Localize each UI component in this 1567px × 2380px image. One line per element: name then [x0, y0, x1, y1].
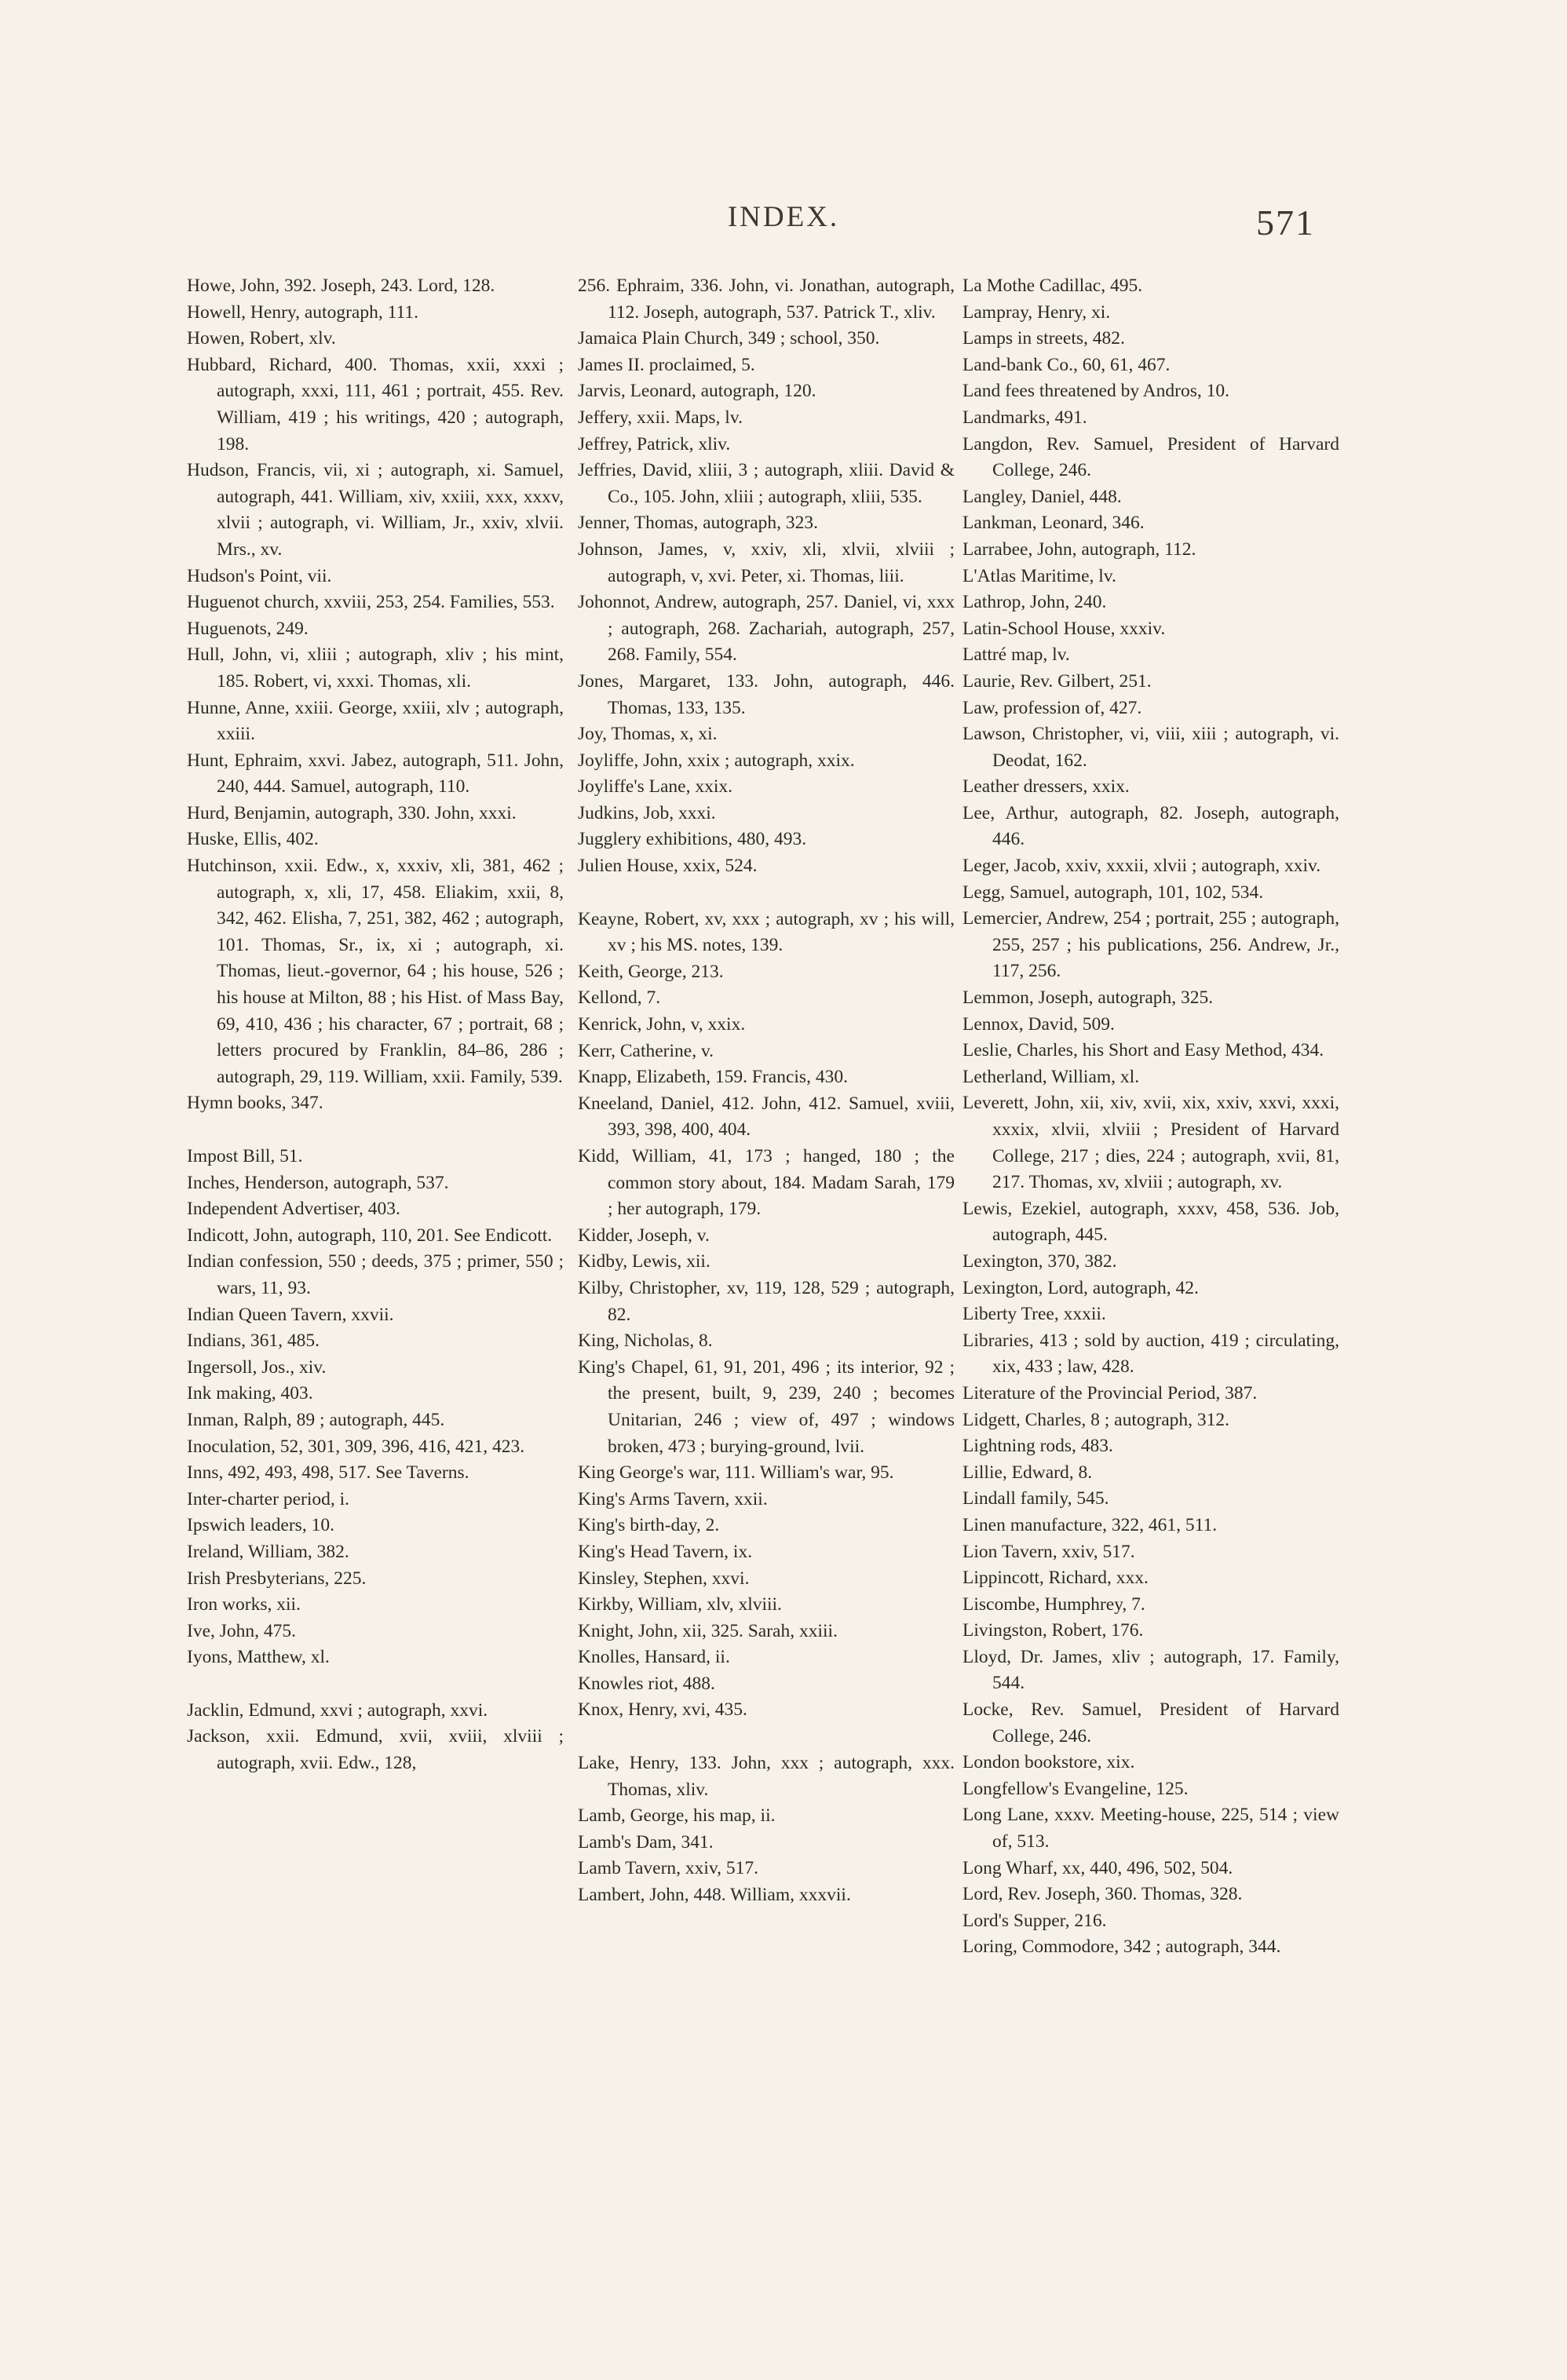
- index-entry: Loring, Commodore, 342 ; autograph, 344.: [962, 1936, 1281, 1958]
- index-entry: Landmarks, 491.: [962, 407, 1087, 428]
- index-entry: Howe, John, 392. Joseph, 243. Lord, 128.: [187, 276, 495, 296]
- index-entry: Jackson, xxii. Edmund, xvii, xviii, xlviii ; autograph, xvii. Edw., 128,: [187, 1726, 564, 1774]
- index-entry: Inoculation, 52, 301, 309, 396, 416, 421, 423.: [187, 1436, 525, 1457]
- index-entry: King's Chapel, 61, 91, 201, 496 ; its interior, 92 ; the present, built, 9, 239, 240 ; becomes Unitarian, 246 ; view of, 497 ; windows broken, 473 ; burying-ground, lvii.: [578, 1356, 955, 1457]
- index-entry: Lord, Rev. Joseph, 360. Thomas, 328.: [962, 1884, 1243, 1905]
- index-entry: Knight, John, xii, 325. Sarah, xxiii.: [578, 1620, 838, 1641]
- index-entry: Lambert, John, 448. William, xxxvii.: [578, 1885, 851, 1906]
- index-entry: Lattré map, lv.: [962, 644, 1070, 666]
- index-entry: Hudson's Point, vii.: [187, 565, 332, 586]
- index-entry: Kidd, William, 41, 173 ; hanged, 180 ; the common story about, 184. Madam Sarah, 179 ; her autograph, 179.: [578, 1146, 955, 1220]
- index-entry: Lion Tavern, xxiv, 517.: [962, 1541, 1135, 1562]
- index-entry: King's Arms Tavern, xxii.: [578, 1488, 768, 1509]
- page-title: INDEX.: [727, 201, 840, 233]
- index-entry: Lawson, Christopher, vi, viii, xiii ; autograph, vi. Deodat, 162.: [962, 724, 1339, 771]
- index-entry: Lippincott, Richard, xxx.: [962, 1568, 1149, 1589]
- index-entry: Independent Advertiser, 403.: [187, 1199, 400, 1220]
- index-entry: Joyliffe's Lane, xxix.: [578, 776, 732, 798]
- index-entry: London bookstore, xix.: [962, 1752, 1135, 1773]
- index-entry: Hull, John, vi, xliii ; autograph, xliv ; his mint, 185. Robert, vi, xxxi. Thomas, xli.: [187, 644, 564, 692]
- index-entry: Hubbard, Richard, 400. Thomas, xxii, xxxi ; autograph, xxxi, 111, 461 ; portrait, 455. Rev. William, 419 ; his writings, 420 ; autograph, 198.: [187, 354, 564, 454]
- index-entry: Hunne, Anne, xxiii. George, xxiii, xlv ; autograph, xxiii.: [187, 697, 564, 745]
- index-entry: Judkins, Job, xxxi.: [578, 802, 716, 823]
- index-entry: Lake, Henry, 133. John, xxx ; autograph, xxx. Thomas, xliv.: [578, 1753, 955, 1800]
- index-entry: James II. proclaimed, 5.: [578, 354, 755, 375]
- index-entry: Julien House, xxix, 524.: [578, 856, 758, 877]
- index-entry: Kidby, Lewis, xii.: [578, 1251, 710, 1272]
- index-entry: Jugglery exhibitions, 480, 493.: [578, 829, 807, 850]
- index-entry: Lemercier, Andrew, 254 ; portrait, 255 ; autograph, 255, 257 ; his publications, 256. Andrew, Jr., 117, 256.: [962, 908, 1339, 982]
- index-entry: Lord's Supper, 216.: [962, 1910, 1107, 1931]
- index-entry: Lillie, Edward, 8.: [962, 1462, 1093, 1483]
- index-entry: Literature of the Provincial Period, 387.: [962, 1382, 1258, 1404]
- index-entry: Livingston, Robert, 176.: [962, 1620, 1144, 1641]
- index-column-3: [962, 273, 1339, 1961]
- index-entry: Lamps in streets, 482.: [962, 328, 1125, 349]
- index-entry: Joyliffe, John, xxix ; autograph, xxix.: [578, 750, 855, 771]
- index-entry: Langley, Daniel, 448.: [962, 486, 1122, 507]
- index-entry: King's birth-day, 2.: [578, 1515, 720, 1536]
- index-entry: Lankman, Leonard, 346.: [962, 513, 1145, 534]
- index-entry: L'Atlas Maritime, lv.: [962, 565, 1116, 586]
- index-entry: Lampray, Henry, xi.: [962, 301, 1111, 323]
- index-entry: La Mothe Cadillac, 495.: [962, 276, 1143, 296]
- index-entry: Liscombe, Humphrey, 7.: [962, 1593, 1145, 1615]
- index-entry: Inter-charter period, i.: [187, 1488, 350, 1509]
- index-entry: Lloyd, Dr. James, xliv ; autograph, 17. Family, 544.: [962, 1646, 1339, 1694]
- index-entry: Leverett, John, xii, xiv, xvii, xix, xxiv, xxvi, xxxi, xxxix, xlvii, xlviii ; President of Harvard College, 217 ; dies, 224 ; autograph, xvii, 81, 217. Thomas, xv, xlviii ; autograph, xv.: [962, 1093, 1339, 1193]
- index-entry: Indicott, John, autograph, 110, 201. See Endicott.: [187, 1225, 553, 1246]
- index-entry: Kirkby, William, xlv, xlviii.: [578, 1594, 782, 1615]
- index-column-2: [578, 273, 955, 1909]
- index-entry: Kinsley, Stephen, xxvi.: [578, 1568, 750, 1589]
- index-entry: Hurd, Benjamin, autograph, 330. John, xxxi.: [187, 802, 517, 823]
- index-entry: Impost Bill, 51.: [187, 1146, 303, 1166]
- index-entry: Inns, 492, 493, 498, 517. See Taverns.: [187, 1462, 469, 1484]
- index-entry: Ipswich leaders, 10.: [187, 1515, 334, 1536]
- index-entry: Lennox, David, 509.: [962, 1013, 1115, 1035]
- index-entry: Indians, 361, 485.: [187, 1331, 320, 1352]
- index-entry: Kenrick, John, v, xxix.: [578, 1014, 746, 1035]
- index-entry: Knolles, Hansard, ii.: [578, 1647, 730, 1668]
- index-entry: Huguenots, 249.: [187, 618, 309, 639]
- index-entry: Jeffries, David, xliii, 3 ; autograph, xliii. David & Co., 105. John, xliii ; autograph, xliii, 535.: [578, 460, 955, 507]
- index-entry: Ireland, William, 382.: [187, 1541, 349, 1562]
- index-entry: Lathrop, John, 240.: [962, 592, 1107, 613]
- index-entry: Larrabee, John, autograph, 112.: [962, 538, 1196, 560]
- index-entry: Long Wharf, xx, 440, 496, 502, 504.: [962, 1857, 1233, 1878]
- index-entry: Hunt, Ephraim, xxvi. Jabez, autograph, 511. John, 240, 444. Samuel, autograph, 110.: [187, 750, 564, 798]
- index-entry: 256. Ephraim, 336. John, vi. Jonathan, autograph, 112. Joseph, autograph, 537. Patrick T., xliv.: [578, 276, 955, 323]
- index-entry: Knox, Henry, xvi, 435.: [578, 1699, 747, 1721]
- index-entry: King, Nicholas, 8.: [578, 1331, 713, 1352]
- page-header: [0, 200, 1567, 263]
- index-entry: Hutchinson, xxii. Edw., x, xxxiv, xli, 381, 462 ; autograph, x, xli, 17, 458. Eliakim, xxii, 8, 342, 462. Elisha, 7, 251, 382, 462 ; autograph, 101. Thomas, Sr., ix, xi ; autograph, xi. Thomas, lieut.-governor, 64 ; his house, 526 ; his house at Milton, 88 ; his Hist. of Mass Bay, 69, 410, 436 ; his character, 67 ; portrait, 68 ; letters procured by Franklin, 84–86, 286 ; autograph, 29, 119. William, xxii. Family, 539.: [187, 856, 564, 1087]
- index-entry: Leger, Jacob, xxiv, xxxii, xlvii ; autograph, xxiv.: [962, 856, 1321, 877]
- index-entry: Lexington, Lord, autograph, 42.: [962, 1277, 1199, 1298]
- index-entry: Lightning rods, 483.: [962, 1436, 1113, 1457]
- index-entry: Lexington, 370, 382.: [962, 1250, 1117, 1272]
- index-entry: Lamb's Dam, 341.: [578, 1831, 714, 1853]
- index-entry: Lee, Arthur, autograph, 82. Joseph, autograph, 446.: [962, 802, 1339, 850]
- index-entry: Keayne, Robert, xv, xxx ; autograph, xv ; his will, xv ; his MS. notes, 139.: [578, 908, 955, 956]
- index-entry: Lidgett, Charles, 8 ; autograph, 312.: [962, 1409, 1230, 1430]
- index-entry: Jeffery, xxii. Maps, lv.: [578, 407, 743, 428]
- index-entry: Joy, Thomas, x, xi.: [578, 724, 718, 745]
- index-entry: Linen manufacture, 322, 461, 511.: [962, 1514, 1218, 1535]
- index-entry: Locke, Rev. Samuel, President of Harvard College, 246.: [962, 1699, 1339, 1747]
- index-entry: Legg, Samuel, autograph, 101, 102, 534.: [962, 882, 1264, 903]
- index-entry: Jenner, Thomas, autograph, 323.: [578, 513, 819, 534]
- index-entry: Law, profession of, 427.: [962, 697, 1142, 718]
- index-entry: Long Lane, xxxv. Meeting-house, 225, 514 ; view of, 513.: [962, 1805, 1339, 1853]
- index-entry: Latin-School House, xxxiv.: [962, 618, 1166, 639]
- index-entry: Liberty Tree, xxxii.: [962, 1304, 1106, 1325]
- index-entry: Lindall family, 545.: [962, 1488, 1109, 1509]
- index-entry: Jarvis, Leonard, autograph, 120.: [578, 381, 816, 402]
- index-entry: Lemmon, Joseph, autograph, 325.: [962, 987, 1214, 1009]
- index-entry: Ingersoll, Jos., xiv.: [187, 1356, 327, 1378]
- index-entry: Irish Presbyterians, 225.: [187, 1568, 367, 1589]
- index-entry: Jamaica Plain Church, 349 ; school, 350.: [578, 328, 880, 349]
- index-entry: Hudson, Francis, vii, xi ; autograph, xi. Samuel, autograph, 441. William, xiv, xxiii, xxx, xxxv, xlvii ; autograph, vi. William, Jr., xxiv, xlvii. Mrs., xv.: [187, 460, 564, 560]
- index-entry: Lamb, George, his map, ii.: [578, 1805, 776, 1827]
- index-entry: Laurie, Rev. Gilbert, 251.: [962, 670, 1152, 692]
- index-entry: Lamb Tavern, xxiv, 517.: [578, 1858, 759, 1879]
- index-entry: Kilby, Christopher, xv, 119, 128, 529 ; autograph, 82.: [578, 1277, 955, 1325]
- index-entry: Howen, Robert, xlv.: [187, 328, 336, 349]
- index-entry: Hymn books, 347.: [187, 1093, 323, 1114]
- index-entry: Keith, George, 213.: [578, 961, 724, 982]
- index-entry: Kneeland, Daniel, 412. John, 412. Samuel, xviii, 393, 398, 400, 404.: [578, 1093, 955, 1141]
- index-column-1: [187, 273, 564, 1777]
- index-entry: Howell, Henry, autograph, 111.: [187, 301, 418, 323]
- index-entry: Iyons, Matthew, xl.: [187, 1647, 330, 1668]
- index-entry: Indian Queen Tavern, xxvii.: [187, 1304, 394, 1325]
- index-entry: Letherland, William, xl.: [962, 1066, 1140, 1087]
- index-entry: Knowles riot, 488.: [578, 1673, 715, 1694]
- index-entry: Jones, Margaret, 133. John, autograph, 446. Thomas, 133, 135.: [578, 670, 955, 718]
- index-entry: Ive, John, 475.: [187, 1620, 297, 1641]
- index-entry: Land-bank Co., 60, 61, 467.: [962, 354, 1171, 375]
- index-entry: Kerr, Catherine, v.: [578, 1040, 714, 1061]
- index-entry: Johonnot, Andrew, autograph, 257. Daniel, vi, xxx ; autograph, 268. Zachariah, autograph, 257, 268. Family, 554.: [578, 592, 955, 666]
- index-entry: Land fees threatened by Andros, 10.: [962, 381, 1229, 402]
- index-entry: Ink making, 403.: [187, 1383, 313, 1404]
- index-entry: Leather dressers, xxix.: [962, 776, 1130, 798]
- index-entry: Kidder, Joseph, v.: [578, 1225, 710, 1246]
- index-entry: Inman, Ralph, 89 ; autograph, 445.: [187, 1409, 445, 1430]
- index-entry: Johnson, James, v, xxiv, xli, xlvii, xlviii ; autograph, v, xvi. Peter, xi. Thomas, liii.: [578, 538, 955, 586]
- index-entry: Jacklin, Edmund, xxvi ; autograph, xxvi.: [187, 1699, 488, 1721]
- page-number: 571: [1256, 203, 1315, 243]
- index-entry: King George's war, 111. William's war, 95.: [578, 1462, 894, 1484]
- index-entry: Leslie, Charles, his Short and Easy Method, 434.: [962, 1040, 1324, 1061]
- index-entry: Huske, Ellis, 402.: [187, 829, 319, 850]
- index-entry: Libraries, 413 ; sold by auction, 419 ; circulating, xix, 433 ; law, 428.: [962, 1330, 1339, 1378]
- index-entry: Longfellow's Evangeline, 125.: [962, 1778, 1189, 1799]
- index-entry: Jeffrey, Patrick, xliv.: [578, 433, 731, 454]
- index-entry: Inches, Henderson, autograph, 537.: [187, 1172, 449, 1193]
- index-entry: Huguenot church, xxviii, 253, 254. Families, 553.: [187, 592, 555, 613]
- index-entry: Langdon, Rev. Samuel, President of Harvard College, 246.: [962, 433, 1339, 481]
- index-entry: Kellond, 7.: [578, 987, 661, 1009]
- index-entry: King's Head Tavern, ix.: [578, 1541, 753, 1562]
- index-entry: Knapp, Elizabeth, 159. Francis, 430.: [578, 1067, 848, 1088]
- index-entry: Indian confession, 550 ; deeds, 375 ; primer, 550 ; wars, 11, 93.: [187, 1251, 564, 1298]
- index-entry: Iron works, xii.: [187, 1594, 301, 1615]
- index-entry: Lewis, Ezekiel, autograph, xxxv, 458, 536. Job, autograph, 445.: [962, 1198, 1339, 1246]
